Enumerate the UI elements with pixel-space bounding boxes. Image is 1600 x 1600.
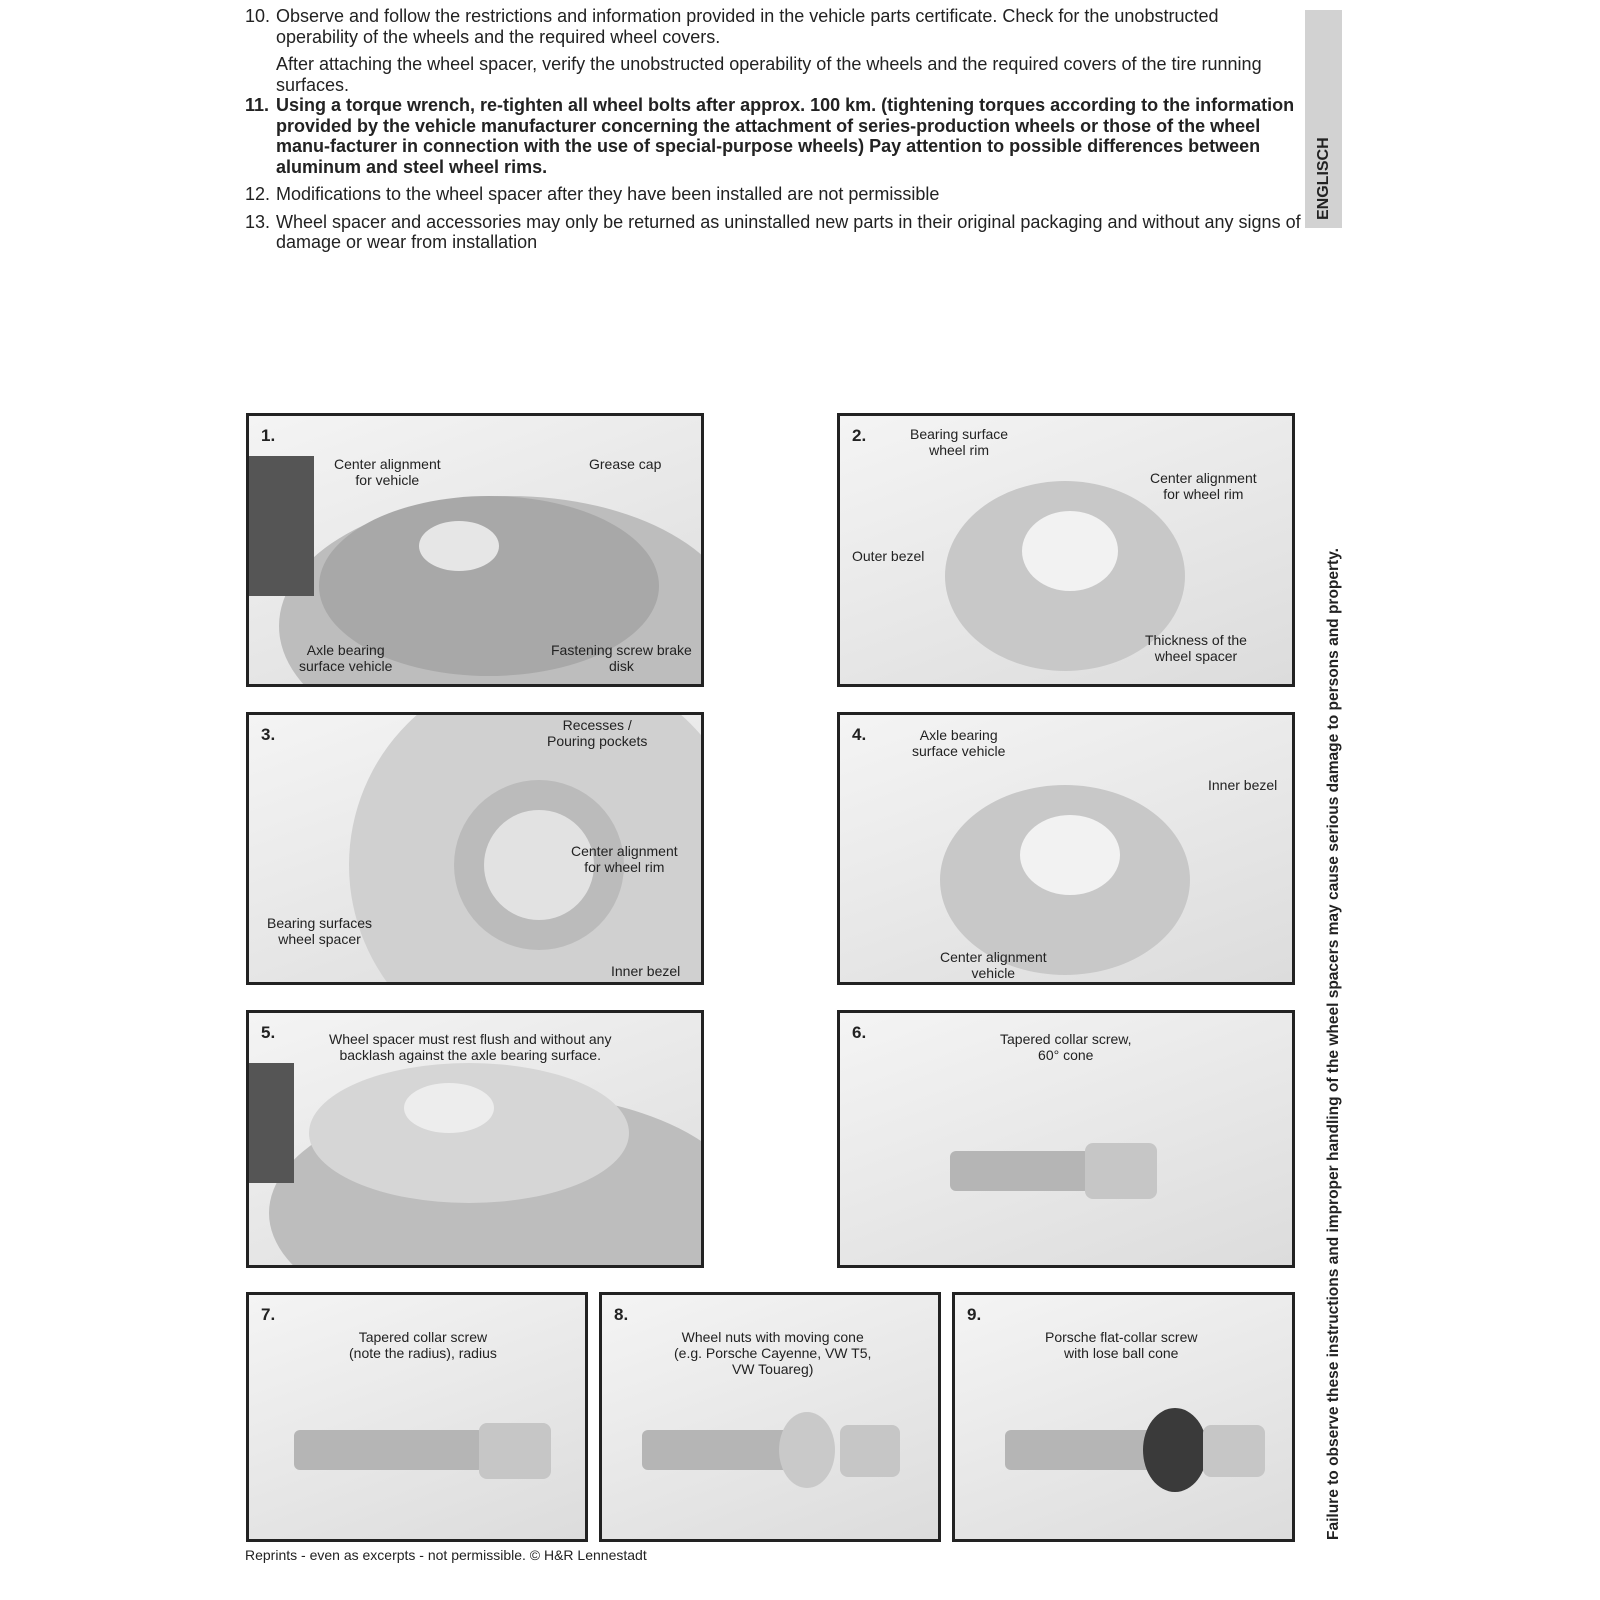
figure-label: Bearing surfaces wheel spacer bbox=[267, 915, 373, 947]
figure-label: Recesses / Pouring pockets bbox=[547, 717, 648, 749]
instruction-11: 11. Using a torque wrench, re-tighten all wheel bolts after approx. 100 km. (tightening torques according to the information provided by the vehicle manufacturer concerning the attachment of series-production wheels or those of the wheel manu-facturer in connection with the use of special-purpose wheels) Pay attention to possible differences between aluminum and steel wheel rims. bbox=[245, 95, 1295, 177]
figure-label: Center alignment vehicle bbox=[940, 949, 1047, 981]
language-tab: ENGLISCH bbox=[1305, 10, 1342, 228]
figure-label: Center alignment for wheel rim bbox=[1150, 470, 1257, 502]
figure-panel-3 bbox=[246, 712, 704, 985]
figure-label: Outer bezel bbox=[852, 548, 925, 564]
figure-label: Porsche flat-collar screw with lose ball cone bbox=[1045, 1329, 1198, 1361]
instruction-10: 10. Observe and follow the restrictions and information provided in the vehicle parts certificate. Check for the unobstructed operability of the wheels and the required wheel covers. bbox=[245, 6, 1219, 47]
instruction-12: 12. Modifications to the wheel spacer after they have been installed are not permissible bbox=[245, 184, 940, 204]
figure-label: Fastening screw brake disk bbox=[551, 642, 692, 674]
figure-label: Grease cap bbox=[589, 456, 662, 472]
figure-number: 5. bbox=[261, 1023, 276, 1042]
figure-panel-1 bbox=[246, 413, 704, 687]
figure-number: 2. bbox=[852, 426, 867, 445]
figure-panel-8 bbox=[599, 1292, 941, 1542]
figure-number: 6. bbox=[852, 1023, 867, 1042]
figure-number: 3. bbox=[261, 725, 276, 744]
figure-number: 8. bbox=[614, 1305, 629, 1324]
figure-label: Tapered collar screw, 60° cone bbox=[1000, 1031, 1132, 1063]
figure-number: 9. bbox=[967, 1305, 982, 1324]
figure-number: 4. bbox=[852, 725, 867, 744]
figure-number: 1. bbox=[261, 426, 276, 445]
figure-panel-9 bbox=[952, 1292, 1295, 1542]
figure-label: Axle bearing surface vehicle bbox=[912, 727, 1006, 759]
figure-label: Center alignment for vehicle bbox=[334, 456, 441, 488]
figure-label: Inner bezel bbox=[611, 963, 681, 979]
instruction-13: 13. Wheel spacer and accessories may only be returned as uninstalled new parts in their original packaging and without any signs of damage or wear from installation bbox=[245, 211, 1301, 252]
figure-label: Wheel nuts with moving cone (e.g. Porsche Cayenne, VW T5, VW Touareg) bbox=[674, 1329, 872, 1377]
footer-copyright: Reprints - even as excerpts - not permissible. © H&R Lennestadt bbox=[245, 1547, 647, 1563]
figure-label: Axle bearing surface vehicle bbox=[299, 642, 393, 674]
figure-label: Inner bezel bbox=[1208, 777, 1278, 793]
figure-label: Thickness of the wheel spacer bbox=[1145, 632, 1247, 664]
figure-illustration bbox=[840, 715, 1295, 985]
instruction-10-extra: After attaching the wheel spacer, verify the unobstructed operability of the wheels and the required covers of the tire running surfaces. bbox=[276, 54, 1262, 95]
figure-panel-7 bbox=[246, 1292, 588, 1542]
figure-label: Bearing surface wheel rim bbox=[910, 426, 1009, 458]
figure-label: Center alignment for wheel rim bbox=[571, 843, 678, 875]
figure-panel-6 bbox=[837, 1010, 1295, 1268]
figure-panel-2 bbox=[837, 413, 1295, 687]
figure-label: Wheel spacer must rest flush and without any backlash against the axle bearing surface. bbox=[329, 1031, 612, 1063]
instructions-list bbox=[245, 6, 1305, 260]
figure-number: 7. bbox=[261, 1305, 276, 1324]
figure-panel-4 bbox=[837, 712, 1295, 985]
figure-panel-5 bbox=[246, 1010, 704, 1268]
side-warning: Failure to observe these instructions and improper handling of the wheel spacers may cause serious damage to persons and property. bbox=[1325, 548, 1342, 1540]
figure-label: Tapered collar screw (note the radius), radius bbox=[349, 1329, 497, 1361]
